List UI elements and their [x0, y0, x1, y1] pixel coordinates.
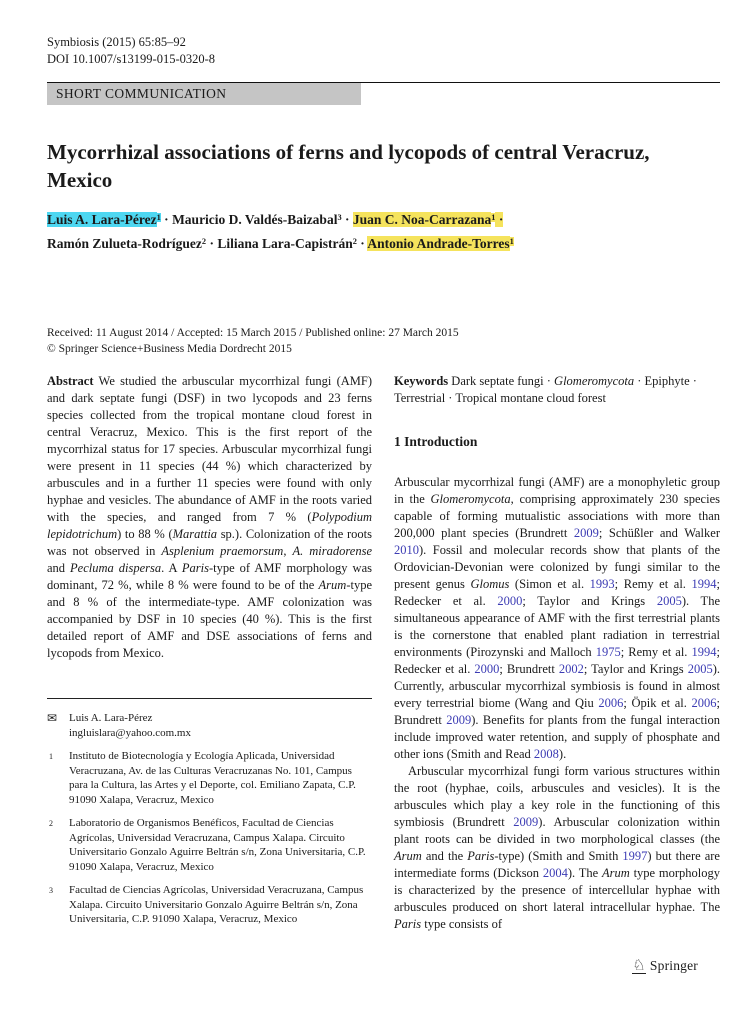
citation-link[interactable]: 1997: [622, 849, 648, 863]
citation-link[interactable]: 2000: [474, 662, 500, 676]
citation-link[interactable]: 2009: [513, 815, 539, 829]
author-list: [47, 209, 720, 257]
springer-logo-icon: ♘: [632, 957, 646, 974]
author-line-1: Luis A. Lara-Pérez$^1$ · Mauricio D. Valdés-Baizabal$^3$ · Juan C. Noa-Carrazana$^1$ ·: [47, 212, 504, 227]
footnote-rule: [47, 698, 372, 699]
citation-link[interactable]: 2005: [656, 594, 682, 608]
keywords: Keywords Dark septate fungi · Glomeromycota · Epiphyte · Terrestrial · Tropical montane cloud forest: [394, 374, 697, 405]
correspondence-text: [69, 711, 191, 740]
corresponding-author: Luis A. Lara-Pérez: [69, 712, 153, 724]
citation-link[interactable]: 2002: [558, 662, 584, 676]
citation-link[interactable]: 1993: [589, 577, 615, 591]
correspondence-email[interactable]: ingluislara@yahoo.com.mx: [69, 726, 191, 739]
article-history: [47, 326, 720, 357]
publisher-footer: [632, 958, 698, 974]
citation-link[interactable]: 2008: [533, 747, 559, 761]
correspondence-block: [47, 711, 372, 740]
affiliation-item: [47, 816, 372, 874]
citation-link[interactable]: 1975: [595, 645, 621, 659]
article-title: Mycorrhizal associations of ferns and lycopods of central Veracruz, Mexico: [47, 140, 650, 192]
citation-link[interactable]: 2010: [394, 543, 419, 557]
affiliation-number: 3: [49, 886, 53, 895]
section-heading-introduction: 1 Introduction: [394, 434, 478, 449]
left-column: [47, 373, 372, 933]
citation-link[interactable]: 2006: [598, 696, 624, 710]
citation-link[interactable]: 1994: [691, 577, 717, 591]
citation-link[interactable]: 2009: [446, 713, 472, 727]
copyright-line: © Springer Science+Business Media Dordrecht 2015: [47, 342, 292, 355]
introduction-paragraph-1: Arbuscular mycorrhizal fungi (AMF) are a monophyletic group in the Glomeromycota, comprising approximately 230 species capable of forming mutualistic associations with more than 200,000 plant species (Brundrett 2009; Schüßler and Walker 2010). Fossil and molecular records show that plants of the Ordovician-Devonian were colonized by fungi similar to the present genus Glomus (Simon et al. 1993; Remy et al. 1994; Redecker et al. 2000; Taylor and Krings 2005). The simultaneous appearance of AMF with the first terrestrial plants is the cornerstone that enabled plant radiation in terrestrial environments (Pirozynski and Malloch 1975; Remy et al. 1994; Redecker et al. 2000; Brundrett 2002; Taylor and Krings 2005). Currently, arbuscular mycorrhizal symbiosis is found in almost every terrestrial biome (Wang and Qiu 2006; Öpik et al. 2006; Brundrett 2009). Benefits for plants from the fungal interaction include improved water retention, and supply of phosphate and other ions (Smith and Read 2008).: [394, 475, 720, 761]
doi: DOI 10.1007/s13199-015-0320-8: [47, 52, 216, 66]
affiliation-text: Instituto de Biotecnología y Ecología Aplicada, Universidad Veracruzana, Av. de las Culturas Veracruzanas No. 101, Campus para la Cultura, las Artes y el Deporte, col. Emiliano Zapata, C.P. 91090 Xalapa, Veracruz, Mexico: [69, 750, 356, 806]
journal-header: [47, 34, 720, 68]
affiliation-number: 1: [49, 752, 53, 761]
abstract: Abstract We studied the arbuscular mycorrhizal fungi (AMF) and dark septate fungi (DSF) in two lycopods and 23 ferns species collected from the tropical montane cloud forest in central Veracruz, Mexico. This is the first report of the mycorrhizal status for 17 species. Arbuscular mycorrhizal fungi were present in 11 species (44 %) which characterized by arbuscules and in a further 11 species were found with only hyphae and vesicles. The abundance of AMF in the roots varied with the species, and ranged from 7 % (Polypodium lepidotrichum) to 88 % (Marattia sp.). Colonization of the roots was not observed in Asplenium praemorsum, A. miradorense and Pecluma dispersa. A Paris-type of AMF morphology was dominant, 72 %, while 8 % were found to be of the Arum-type and 8 % of the intermediate-type. AMF colonization was accompanied by DSF in 10 species (40 %). This is the first detailed report of AMF and DSE associations of ferns and lycopods from Mexico.: [47, 374, 373, 660]
citation-link[interactable]: 2006: [691, 696, 717, 710]
two-column-body: [47, 373, 720, 933]
citation-link[interactable]: 2005: [687, 662, 713, 676]
citation-link[interactable]: 1994: [691, 645, 717, 659]
citation-link[interactable]: 2004: [542, 866, 568, 880]
affiliation-item: [47, 749, 372, 807]
journal-citation: Symbiosis (2015) 65:85–92: [47, 35, 186, 49]
introduction-paragraph-2: Arbuscular mycorrhizal fungi form various structures within the root (hyphae, coils, arbuscules and vesicles). It is the arbuscules which play a key role in the functioning of this symbiosis (Brundrett 2009). Arbuscular colonization within plant roots can be divided in two morphological classes (the Arum and the Paris-type) (Smith and Smith 1997) but there are intermediate forms (Dickson 2004). The Arum type morphology is characterized by the presence of intercellular hyphae with arbuscules produced on short lateral intracellular hyphae. The Paris type consists of: [394, 764, 720, 931]
affiliation-text: Facultad de Ciencias Agrícolas, Universidad Veracruzana, Campus Xalapa. Circuito Universitario Gonzalo Aguirre Beltrán s/n, Zona Universitaria, C.P. 91090 Xalapa, Veracruz, Mexico: [69, 884, 364, 925]
publisher-name: Springer: [649, 958, 698, 973]
affiliation-text: Laboratorio de Organismos Benéficos, Facultad de Ciencias Agrícolas, Universidad Veracruzana, Campus Xalapa. Circuito Universitario Gonzalo Aguirre Beltrán s/n, Zona Universitaria, C.P. 91090 Xalapa, Veracruz, Mexico: [69, 817, 366, 873]
received-line: Received: 11 August 2014 / Accepted: 15 March 2015 / Published online: 27 March 2015: [47, 327, 459, 339]
affiliation-number: 2: [49, 819, 53, 828]
author-line-2: Ramón Zulueta-Rodríguez$^2$ · Liliana Lara-Capistrán$^2$ · Antonio Andrade-Torres$^1$: [47, 236, 514, 251]
right-column: [394, 373, 720, 933]
envelope-icon: ✉: [47, 711, 58, 725]
citation-link[interactable]: 2000: [497, 594, 523, 608]
citation-link[interactable]: 2009: [573, 526, 599, 540]
article-type-banner: SHORT COMMUNICATION: [47, 83, 361, 105]
affiliation-item: [47, 883, 372, 927]
